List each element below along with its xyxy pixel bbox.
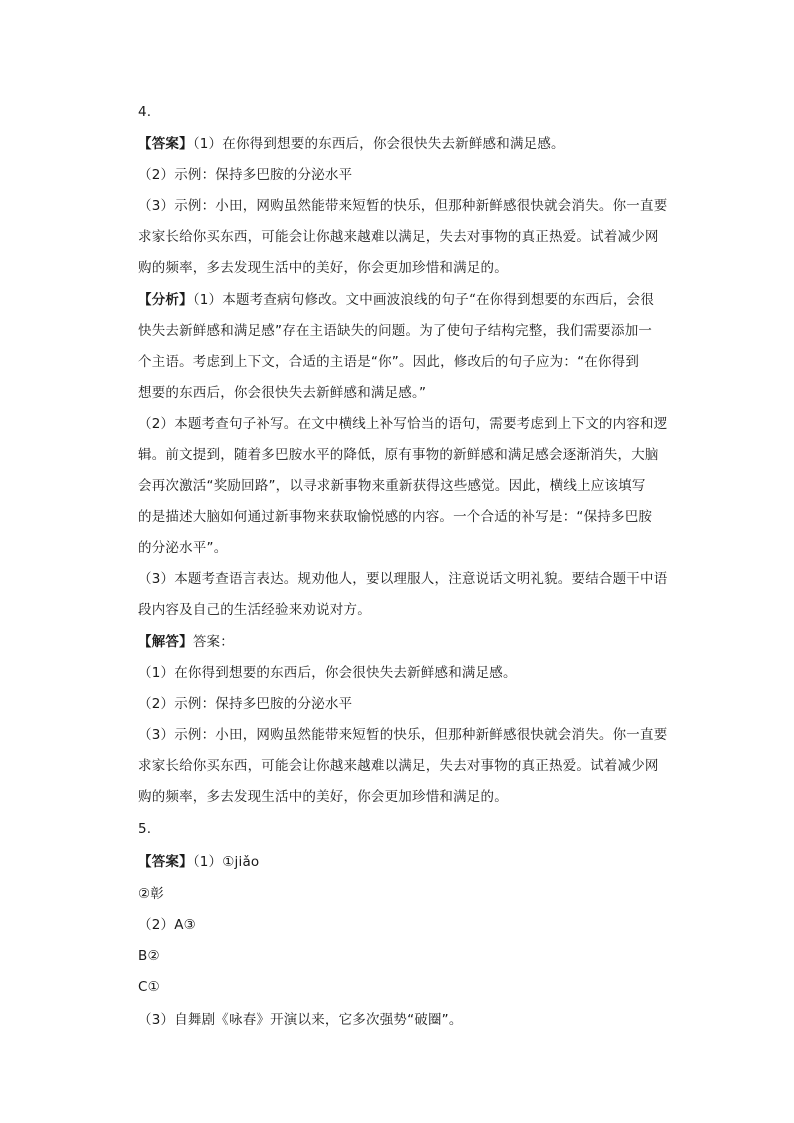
q4-analysis-line-2: 快失去新鲜感和满足感”存在主语缺失的问题。为了使句子结构完整，我们需要添加一 [138, 323, 653, 339]
q4-analysis-3-line-2: 段内容及自己的生活经验来劝说对方。 [138, 602, 371, 618]
q4-analysis-2-line-1: （2）本题考查句子补写。在文中横线上补写恰当的语句，需要考虑到上下文的内容和逻 [138, 416, 668, 432]
q4-analysis-2-line-4: 的是描述大脑如何通过新事物来获取愉悦感的内容。一个合适的补写是：“保持多巴胺 [138, 509, 653, 525]
q4-analysis-line-4: 想要的东西后，你会很快失去新鲜感和满足感。” [138, 385, 427, 401]
q4-solution-line-2: （2）示例：保持多巴胺的分泌水平 [138, 696, 353, 712]
q4-answer-line-3a: （3）示例：小田，网购虽然能带来短暂的快乐，但那种新鲜感很快就会消失。你一直要 [138, 198, 668, 214]
q5-answer-line-2b: B② [138, 948, 160, 964]
q4-analysis-2-line-3: 会再次激活“奖励回路”，以寻求新事物来重新获得这些感觉。因此，横线上应该填写 [138, 478, 646, 494]
solution-tag: 【解答】 [138, 634, 193, 650]
q5-answer-line-2a: （2）A③ [138, 917, 196, 933]
question-number-4: 4. [138, 104, 152, 120]
q5-answer-line-1b: ②彰 [138, 886, 165, 902]
q5-answer-line-3: （3）自舞剧《咏春》开演以来，它多次强势“破圈”。 [138, 1012, 463, 1028]
analysis-quote: “在你得到想要的东西后，会很 [468, 292, 655, 308]
q4-answer-line-1 [138, 134, 678, 154]
q4-analysis-2-line-2: 辑。前文提到，随着多巴胺水平的降低，原有事物的新鲜感和满足感会逐渐消失，大脑 [138, 447, 659, 463]
q4-answer-line-3b: 求家长给你买东西，可能会让你越来越难以满足，失去对事物的真正热爱。试着减少网 [138, 229, 659, 245]
solution-label: 答案： [192, 634, 234, 650]
q5-answer-line-1 [138, 852, 678, 872]
question-number-5: 5. [138, 821, 152, 837]
q4-solution-line-3a: （3）示例：小田，网购虽然能带来短暂的快乐，但那种新鲜感很快就会消失。你一直要 [138, 727, 668, 743]
q4-analysis-3-line-1: （3）本题考查语言表达。规劝他人，要以理服人，注意说话文明礼貌。要结合题干中语 [138, 571, 668, 587]
q4-solution-line-1: （1）在你得到想要的东西后，你会很快失去新鲜感和满足感。 [138, 665, 517, 681]
q4-solution-header [138, 632, 678, 652]
q4-analysis-line-1 [138, 290, 678, 310]
q4-answer-line-3c: 购的频率，多去发现生活中的美好，你会更加珍惜和满足的。 [138, 260, 508, 276]
q4-answer-line-2: （2）示例：保持多巴胺的分泌水平 [138, 167, 353, 183]
analysis-text: （1）本题考查病句修改。文中画波浪线的句子 [192, 292, 469, 308]
answer-tag: 【答案】 [138, 136, 193, 152]
q4-solution-line-3c: 购的频率，多去发现生活中的美好，你会更加珍惜和满足的。 [138, 789, 508, 805]
q4-analysis-line-3: 个主语。考虑到上下文，合适的主语是“你”。因此，修改后的句子应为：“在你得到 [138, 354, 640, 370]
answer-text: （1）在你得到想要的东西后，你会很快失去新鲜感和满足感。 [192, 136, 565, 152]
answer-tag: 【答案】 [138, 854, 193, 870]
q4-analysis-2-line-5: 的分泌水平”。 [138, 540, 228, 556]
analysis-tag: 【分析】 [138, 292, 193, 308]
q4-solution-line-3b: 求家长给你买东西，可能会让你越来越难以满足，失去对事物的真正热爱。试着减少网 [138, 758, 659, 774]
answer-text: （1）①jiǎo [192, 854, 260, 870]
q5-answer-line-2c: C① [138, 979, 160, 995]
